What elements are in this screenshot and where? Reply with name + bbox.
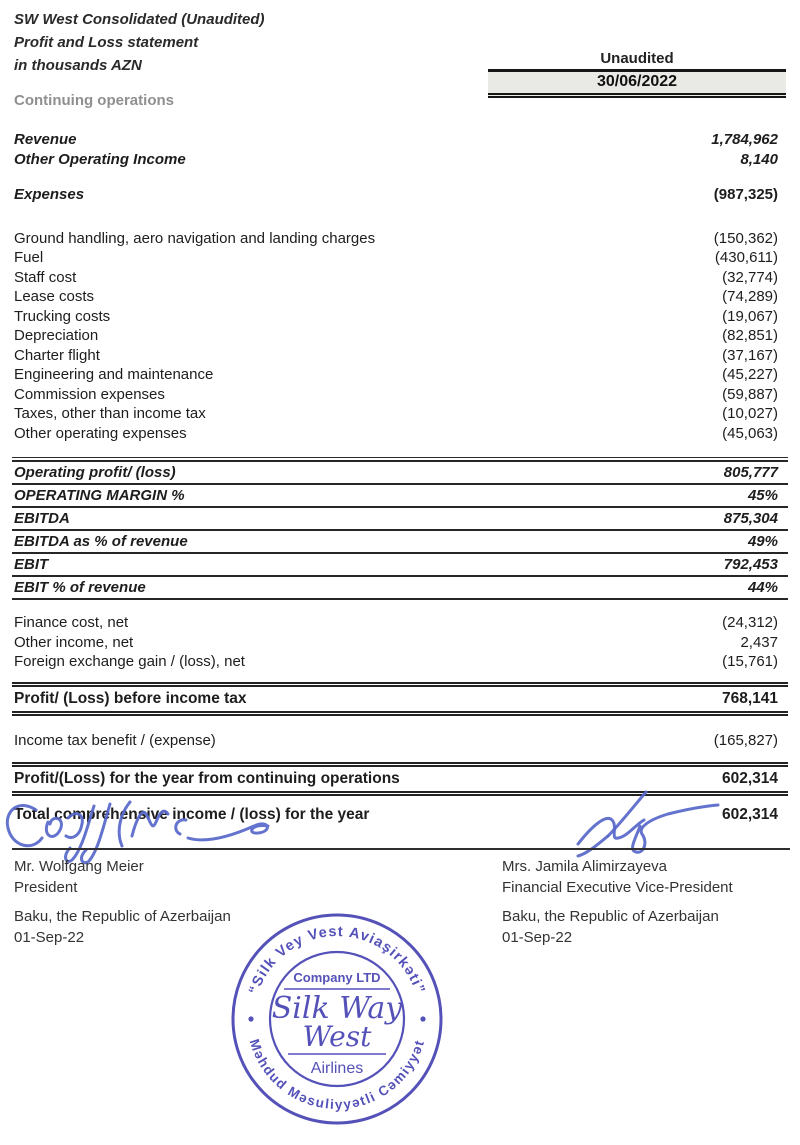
stamp-brand-line2: West	[302, 1020, 372, 1053]
row-value: (165,827)	[713, 731, 778, 749]
stamp-ring-text-bottom: Məhdud Məsuliyyətli Cəmiyyət	[246, 1037, 428, 1113]
row-label: Commission expenses	[14, 385, 165, 403]
row-label: Depreciation	[14, 327, 99, 344]
place-line: Baku, the Republic of Azerbaijan	[502, 908, 719, 925]
signatory-title: Financial Executive Vice-President	[502, 879, 733, 896]
row-label: Expenses	[14, 186, 85, 203]
row-label: Profit/ (Loss) before income tax	[14, 689, 247, 707]
expenses-total-row	[0, 185, 800, 205]
row-label: EBIT % of revenue	[14, 579, 146, 596]
period-date: 30/06/2022	[488, 69, 786, 98]
doc-subtitle: Profit and Loss statement	[14, 34, 199, 51]
finance-row	[0, 652, 800, 672]
row-value: (10,027)	[722, 405, 778, 422]
row-label: EBIT	[14, 556, 49, 573]
signatory-name: Mrs. Jamila Alimirzayeva	[502, 858, 668, 875]
signatory-left	[14, 856, 144, 898]
key-metrics-block	[12, 460, 788, 600]
row-value: 875,304	[723, 510, 778, 527]
row-value: (19,067)	[722, 307, 778, 325]
stamp-airlines: Airlines	[310, 1060, 364, 1077]
revenue-row	[0, 130, 800, 150]
rule	[12, 457, 788, 458]
row-label: Income tax benefit / (expense)	[14, 731, 216, 749]
stamp-company-ltd: Company LTD	[293, 970, 381, 985]
row-label: Trucking costs	[14, 307, 111, 325]
row-value: (430,611)	[714, 249, 778, 266]
row-value: (59,887)	[722, 385, 778, 403]
row-value: 602,314	[721, 806, 778, 823]
row-label: Charter flight	[14, 346, 100, 364]
expense-row	[0, 404, 800, 424]
place-date-left	[14, 906, 231, 948]
stamp-separator-dot	[248, 1016, 253, 1021]
row-label: Operating profit/ (loss)	[14, 464, 176, 481]
finance-row	[0, 633, 800, 653]
row-label: Other Operating Income	[14, 150, 186, 168]
profit-before-tax-row	[12, 682, 788, 716]
row-value: 768,141	[721, 689, 778, 707]
finance-row	[0, 613, 800, 633]
expense-row	[0, 248, 800, 268]
row-value: 49%	[747, 533, 778, 550]
row-value: (32,774)	[722, 268, 778, 286]
expense-detail-list	[0, 229, 800, 444]
row-value: (37,167)	[722, 346, 778, 364]
row-label: Other income, net	[14, 633, 134, 651]
statement-body	[0, 122, 800, 825]
row-label: Other operating expenses	[14, 424, 187, 442]
row-label: Foreign exchange gain / (loss), net	[14, 653, 245, 670]
row-label: Lease costs	[14, 288, 95, 305]
metric-row	[12, 531, 788, 554]
expense-row	[0, 346, 800, 366]
row-label: Revenue	[14, 131, 77, 148]
row-label: OPERATING MARGIN %	[14, 487, 185, 504]
row-value: (45,063)	[722, 424, 778, 442]
row-label: EBITDA	[14, 510, 70, 527]
row-value: 1,784,962	[711, 131, 778, 148]
doc-title: SW West Consolidated (Unaudited)	[14, 11, 265, 28]
metric-row	[12, 462, 788, 485]
row-value: 792,453	[723, 556, 778, 573]
row-value: 44%	[747, 579, 778, 596]
signature-left-ink	[2, 788, 282, 866]
metric-row	[12, 485, 788, 508]
income-tax-row	[0, 731, 800, 751]
row-value: (74,289)	[722, 288, 778, 305]
signatory-name: Mr. Wolfgang Meier	[14, 858, 144, 875]
row-label: Taxes, other than income tax	[14, 405, 206, 422]
doc-units: in thousands AZN	[14, 57, 142, 74]
metric-row	[12, 554, 788, 577]
row-value: (987,325)	[713, 186, 778, 203]
row-label: EBITDA as % of revenue	[14, 533, 188, 550]
row-value: (45,227)	[722, 366, 778, 383]
date-line: 01-Sep-22	[502, 929, 573, 946]
doc-title-block	[14, 8, 265, 77]
row-value: (24,312)	[722, 614, 778, 631]
row-label: Ground handling, aero navigation and landing charges	[14, 229, 376, 247]
date-line: 01-Sep-22	[14, 929, 85, 946]
signatory-right	[502, 856, 733, 898]
metric-row	[12, 508, 788, 531]
row-value: (150,362)	[713, 229, 778, 247]
other-operating-income-row	[0, 150, 800, 170]
period-column-header	[488, 50, 786, 98]
expense-row	[0, 287, 800, 307]
row-label: Finance cost, net	[14, 614, 129, 631]
expense-row	[0, 307, 800, 327]
place-date-right	[502, 906, 719, 948]
stamp-brand-line1: Silk Way	[271, 991, 403, 1026]
expense-row	[0, 229, 800, 249]
signature-line	[12, 848, 790, 850]
row-label: Fuel	[14, 249, 44, 266]
stamp-ring-text-top: “Silk Vey Vest Aviaşirkəti”	[246, 923, 428, 997]
expense-row	[0, 268, 800, 288]
expense-row	[0, 424, 800, 444]
stamp-separator-dot	[420, 1016, 425, 1021]
signatory-title: President	[14, 879, 78, 896]
row-value: (15,761)	[722, 653, 778, 670]
row-value: 45%	[747, 487, 778, 504]
row-label: Engineering and maintenance	[14, 366, 214, 383]
expense-row	[0, 365, 800, 385]
section-continuing-operations: Continuing operations	[14, 92, 174, 109]
expense-row	[0, 326, 800, 346]
row-value: 602,314	[721, 770, 778, 787]
metric-row	[12, 577, 788, 600]
row-label: Total comprehensive income / (loss) for the year	[14, 806, 370, 823]
period-status-label: Unaudited	[600, 50, 674, 67]
row-value: 8,140	[740, 150, 778, 168]
place-line: Baku, the Republic of Azerbaijan	[14, 908, 231, 925]
row-value: 805,777	[723, 464, 778, 481]
row-value: 2,437	[740, 633, 778, 651]
expense-row	[0, 385, 800, 405]
row-label: Profit/(Loss) for the year from continuing operations	[14, 770, 400, 787]
finance-items-list	[0, 613, 800, 672]
row-value: (82,851)	[722, 327, 778, 344]
row-label: Staff cost	[14, 268, 77, 286]
company-stamp	[226, 906, 448, 1132]
